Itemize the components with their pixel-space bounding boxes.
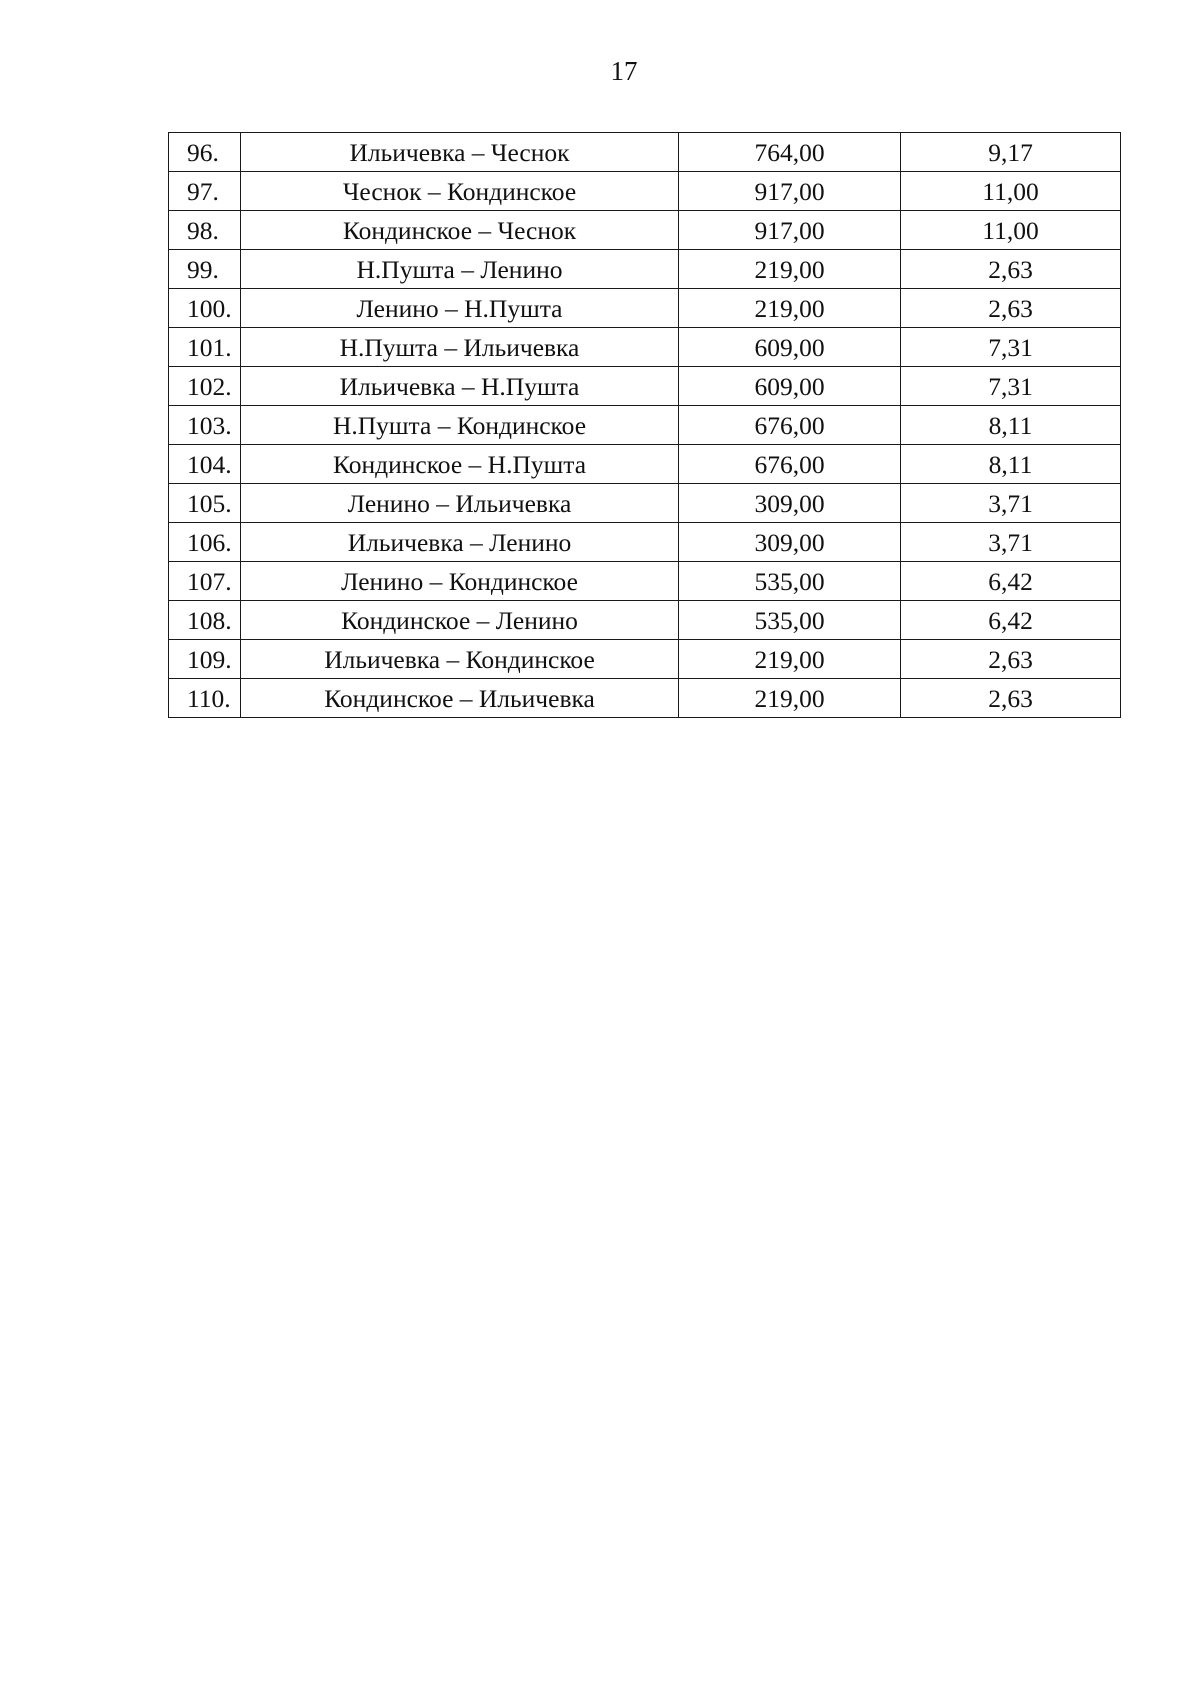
table-row	[169, 211, 1121, 250]
table-row	[169, 367, 1121, 406]
table-row	[169, 250, 1121, 289]
route-cell: Чеснок – Кондинское	[241, 172, 679, 211]
price-cell: 9,17	[901, 133, 1121, 172]
price-cell: 3,71	[901, 523, 1121, 562]
price-cell: 11,00	[901, 211, 1121, 250]
table-row	[169, 172, 1121, 211]
row-number-cell: 98.	[169, 211, 241, 250]
route-cell: Ильичевка – Ленино	[241, 523, 679, 562]
row-number-cell: 104.	[169, 445, 241, 484]
row-number-cell: 97.	[169, 172, 241, 211]
row-number-cell: 107.	[169, 562, 241, 601]
table-row	[169, 406, 1121, 445]
row-number-cell: 100.	[169, 289, 241, 328]
distance-cell: 219,00	[679, 250, 901, 289]
table-row	[169, 133, 1121, 172]
price-cell: 2,63	[901, 679, 1121, 718]
table-row	[169, 328, 1121, 367]
distance-cell: 309,00	[679, 484, 901, 523]
routes-table-body	[169, 133, 1121, 718]
distance-cell: 219,00	[679, 289, 901, 328]
row-number-cell: 96.	[169, 133, 241, 172]
table-row	[169, 445, 1121, 484]
route-cell: Н.Пушта – Кондинское	[241, 406, 679, 445]
price-cell: 8,11	[901, 406, 1121, 445]
distance-cell: 676,00	[679, 445, 901, 484]
row-number-cell: 105.	[169, 484, 241, 523]
route-cell: Н.Пушта – Ильичевка	[241, 328, 679, 367]
price-cell: 2,63	[901, 250, 1121, 289]
table-row	[169, 562, 1121, 601]
route-cell: Ильичевка – Кондинское	[241, 640, 679, 679]
routes-table	[168, 132, 1121, 718]
route-cell: Кондинское – Ленино	[241, 601, 679, 640]
row-number-cell: 103.	[169, 406, 241, 445]
table-row	[169, 601, 1121, 640]
row-number-cell: 99.	[169, 250, 241, 289]
row-number-cell: 110.	[169, 679, 241, 718]
table-row	[169, 289, 1121, 328]
route-cell: Ильичевка – Н.Пушта	[241, 367, 679, 406]
distance-cell: 917,00	[679, 211, 901, 250]
distance-cell: 609,00	[679, 328, 901, 367]
distance-cell: 219,00	[679, 640, 901, 679]
route-cell: Ленино – Ильичевка	[241, 484, 679, 523]
route-cell: Ленино – Кондинское	[241, 562, 679, 601]
distance-cell: 764,00	[679, 133, 901, 172]
price-cell: 6,42	[901, 562, 1121, 601]
price-cell: 3,71	[901, 484, 1121, 523]
price-cell: 2,63	[901, 289, 1121, 328]
row-number-cell: 109.	[169, 640, 241, 679]
route-cell: Ильичевка – Чеснок	[241, 133, 679, 172]
price-cell: 2,63	[901, 640, 1121, 679]
price-cell: 11,00	[901, 172, 1121, 211]
distance-cell: 676,00	[679, 406, 901, 445]
price-cell: 7,31	[901, 367, 1121, 406]
table-row	[169, 640, 1121, 679]
table-row	[169, 523, 1121, 562]
row-number-cell: 101.	[169, 328, 241, 367]
distance-cell: 309,00	[679, 523, 901, 562]
route-cell: Кондинское – Чеснок	[241, 211, 679, 250]
price-cell: 6,42	[901, 601, 1121, 640]
table-row	[169, 679, 1121, 718]
row-number-cell: 108.	[169, 601, 241, 640]
distance-cell: 535,00	[679, 601, 901, 640]
route-cell: Кондинское – Ильичевка	[241, 679, 679, 718]
route-cell: Н.Пушта – Ленино	[241, 250, 679, 289]
distance-cell: 535,00	[679, 562, 901, 601]
route-cell: Кондинское – Н.Пушта	[241, 445, 679, 484]
page-number: 17	[610, 56, 638, 86]
route-cell: Ленино – Н.Пушта	[241, 289, 679, 328]
table-row	[169, 484, 1121, 523]
row-number-cell: 106.	[169, 523, 241, 562]
row-number-cell: 102.	[169, 367, 241, 406]
price-cell: 8,11	[901, 445, 1121, 484]
price-cell: 7,31	[901, 328, 1121, 367]
distance-cell: 917,00	[679, 172, 901, 211]
distance-cell: 609,00	[679, 367, 901, 406]
distance-cell: 219,00	[679, 679, 901, 718]
